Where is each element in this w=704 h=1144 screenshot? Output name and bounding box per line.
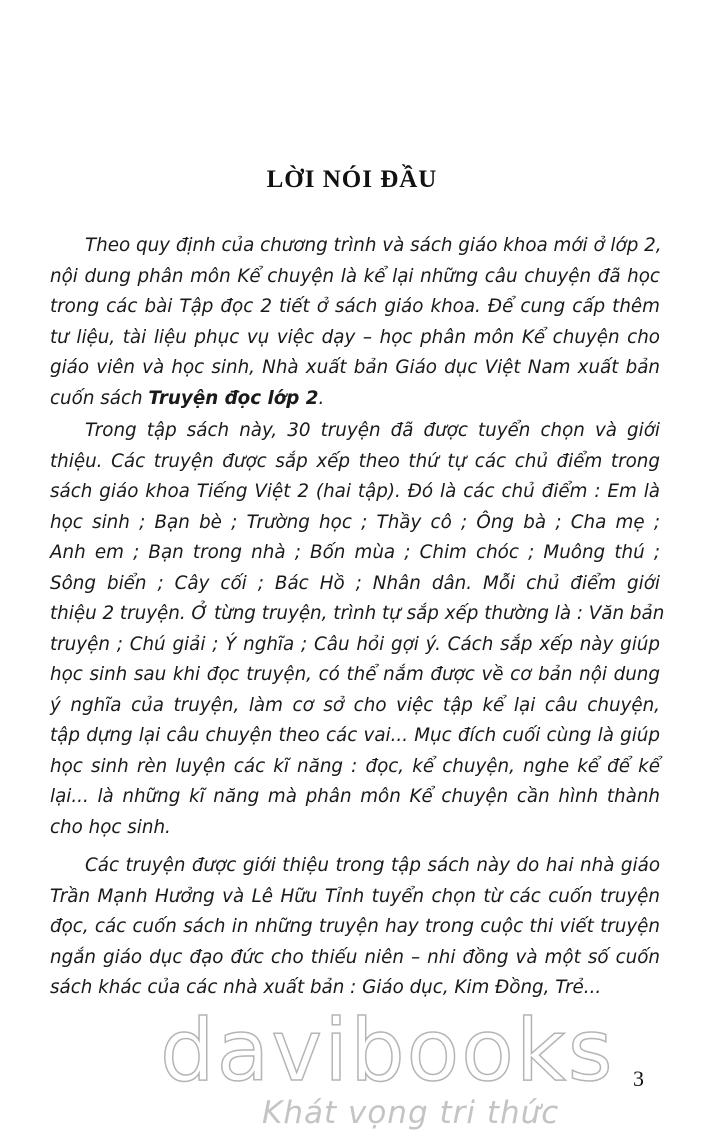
text-line: học sinh ; Bạn bè ; Trường học ; Thầy cô ; Ông bà ; Cha mẹ ; — [50, 511, 660, 533]
text-line: ngắn giáo dục đạo đức cho thiếu niên – nhi đồng và một số cuốn — [50, 946, 660, 968]
paragraph-1 — [50, 231, 660, 414]
text-line: thiệu. Các truyện được sắp xếp theo thứ tự các chủ điểm trong — [50, 450, 660, 472]
text-line: thiệu 2 truyện. Ở từng truyện, trình tự sắp xếp thường là : Văn bản — [50, 603, 665, 624]
text-line: cho học sinh. — [50, 816, 171, 838]
text-line: giáo viên và học sinh, Nhà xuất bản Giáo dục Việt Nam xuất bản — [50, 357, 660, 378]
text-line: Theo quy định của chương trình và sách giáo khoa mới ở lớp 2, — [85, 235, 662, 256]
text-line: Sông biển ; Cây cối ; Bác Hồ ; Nhân dân. Mỗi chủ điểm giới — [50, 572, 660, 594]
watermark-logo: davibooks — [160, 1001, 615, 1101]
text-fragment: . — [318, 387, 325, 409]
text-line: tập dựng lại câu chuyện theo các vai... Mục đích cuối cùng là giúp — [50, 725, 660, 746]
text-fragment: cuốn sách — [50, 387, 149, 409]
page-heading: LỜI NÓI ĐẦU — [266, 166, 438, 193]
text-line: trong các bài Tập đọc 2 tiết ở sách giáo khoa. Để cung cấp thêm — [50, 296, 660, 317]
text-line: Anh em ; Bạn trong nhà ; Bốn mùa ; Chim chóc ; Muông thú ; — [50, 542, 660, 563]
text-line: truyện ; Chú giải ; Ý nghĩa ; Câu hỏi gợi ý. Cách sắp xếp này giúp — [50, 633, 660, 655]
text-line: Các truyện được giới thiệu trong tập sách này do hai nhà giáo — [85, 855, 660, 876]
page-number: 3 — [633, 1066, 644, 1091]
text-line: tư liệu, tài liệu phục vụ việc dạy – học phân môn Kể chuyện cho — [50, 326, 660, 348]
text-line: Trong tập sách này, 30 truyện đã được tuyển chọn và giới — [85, 420, 660, 441]
text-line — [50, 384, 660, 415]
text-line: Trần Mạnh Hưởng và Lê Hữu Tỉnh tuyển chọn từ các cuốn truyện — [50, 885, 660, 907]
paragraph-3 — [50, 851, 660, 1004]
text-line: ý nghĩa của truyện, làm cơ sở cho việc tập kể lại câu chuyện, — [50, 694, 660, 716]
text-line: đọc, các cuốn sách in những truyện hay trong cuộc thi viết truyện — [50, 916, 660, 937]
paragraph-2 — [50, 416, 665, 843]
text-line: sách giáo khoa Tiếng Việt 2 (hai tập). Đó là các chủ điểm : Em là — [50, 481, 660, 502]
text-line: học sinh rèn luyện các kĩ năng : đọc, kể chuyện, nghe kể để kể — [50, 755, 660, 777]
book-title: Truyện đọc lớp 2 — [148, 387, 319, 409]
text-line: nội dung phân môn Kể chuyện là kể lại những câu chuyện đã học — [50, 265, 660, 287]
text-line: học sinh sau khi đọc truyện, có thể nắm được về cơ bản nội dung — [50, 664, 660, 685]
text-line: sách khác của các nhà xuất bản : Giáo dục, Kim Đồng, Trẻ... — [50, 977, 602, 998]
watermark-tagline: Khát vọng tri thức — [262, 1095, 560, 1131]
text-line: lại... là những kĩ năng mà phân môn Kể chuyện cần hình thành — [50, 786, 660, 807]
